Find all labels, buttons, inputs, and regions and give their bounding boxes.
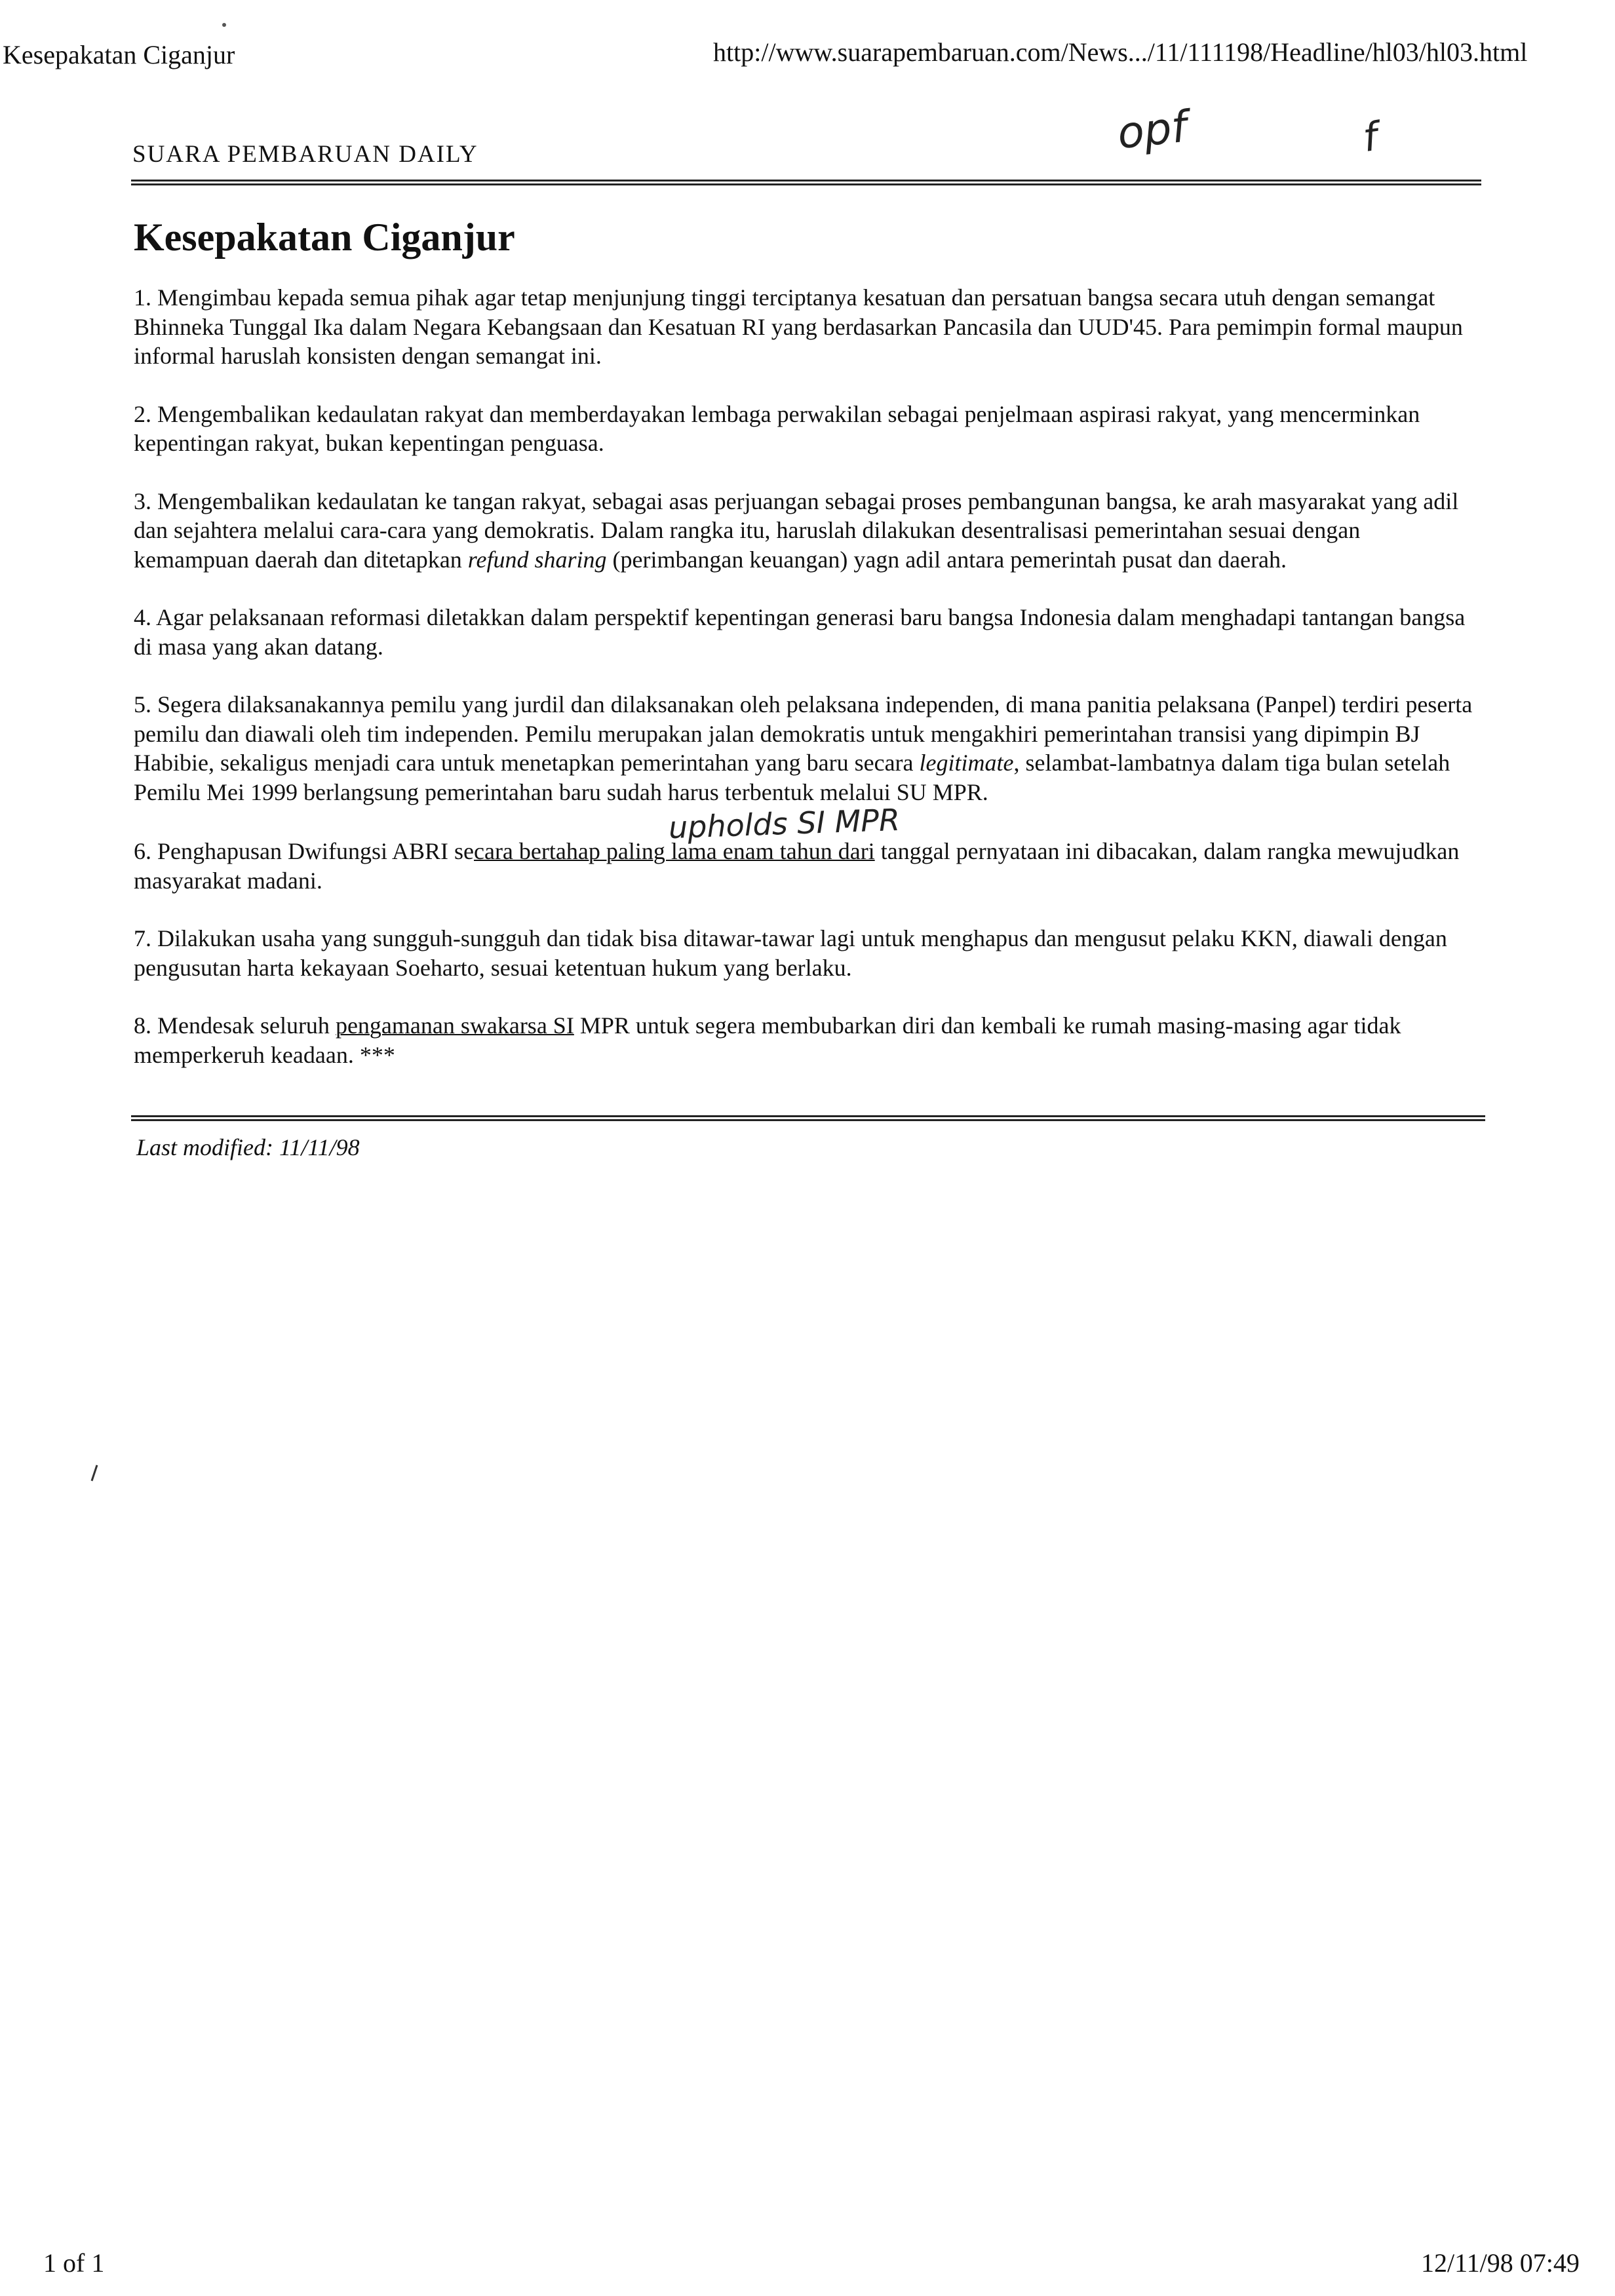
underlined-phrase: pengamanan swakarsa SI <box>335 1012 574 1039</box>
agreement-point-7: 7. Dilakukan usaha yang sungguh-sungguh dan tidak bisa ditawar-tawar lagi untuk menghapus dan mengusut pelaku KKN, diawali dengan pengusutan harta kekayaan Soeharto, sesuai ketentuan hukum yang berlaku. <box>134 925 1447 981</box>
last-modified: Last modified: 11/11/98 <box>136 1134 360 1160</box>
point-text: (perimbangan keuangan) yagn adil antara pemerintah pusat dan daerah. <box>606 546 1287 573</box>
agreement-point-5 <box>134 690 1477 807</box>
point-text: tanggal pernyataan ini dibacakan, dalam rangka mewujudkan masyarakat madani. <box>134 838 1460 894</box>
point-text: 3. Mengembalikan kedaulatan ke tangan rakyat, sebagai asas perjuangan sebagai proses pembangunan bangsa, ke arah masyarakat yang adil dan sejahtera melalui cara-cara yang demokratis. Dalam rangka itu, haruslah dilakukan desentralisasi pemerintahan sesuai dengan kemampuan daerah dan ditetapkan <box>134 488 1459 573</box>
agreement-point-1: 1. Mengimbau kepada semua pihak agar tetap menjunjung tinggi terciptanya kesatuan dan persatuan bangsa secara utuh dengan semangat Bhinneka Tunggal Ika dalam Negara Kebangsaan dan Kesatuan RI yang berdasarkan Pancasila dan UUD'45. Para pemimpin formal maupun informal haruslah konsisten dengan semangat ini. <box>134 284 1463 369</box>
underlined-phrase: cara bertahap paling lama enam tahun dari <box>473 838 875 864</box>
point-text: , selambat-lambatnya dalam tiga bulan setelah Pemilu Mei 1999 berlangsung pemerintahan baru sudah harus terbentuk melalui SU MPR. <box>134 750 1450 805</box>
article-title: Kesepakatan Ciganjur <box>134 216 515 259</box>
masthead-divider <box>131 180 1481 185</box>
article-body <box>134 283 1477 1098</box>
point-emphasis: legitimate <box>919 750 1014 776</box>
point-text: MPR untuk segera membubarkan diri dan kembali ke rumah masing-masing agar tidak memperkeruh keadaan. *** <box>134 1012 1401 1068</box>
point-emphasis: refund sharing <box>467 546 607 573</box>
handwritten-margin-note: upholds SI MPR <box>668 801 901 846</box>
agreement-point-4: 4. Agar pelaksanaan reformasi diletakkan dalam perspektif kepentingan generasi baru bangsa Indonesia dalam menghadapi tantangan bangsa di masa yang akan datang. <box>134 604 1466 660</box>
footer-divider <box>131 1115 1485 1121</box>
stray-pen-mark-icon <box>85 1461 105 1487</box>
browser-print-url: http://www.suarapembaruan.com/News.../11/111198/Headline/hl03/hl03.html <box>713 37 1528 67</box>
print-timestamp: 12/11/98 07:49 <box>1421 2248 1580 2278</box>
point-text: 6. Penghapusan Dwifungsi ABRI se <box>134 838 474 864</box>
browser-print-title: Kesepakatan Ciganjur <box>3 40 235 69</box>
agreement-point-2: 2. Mengembalikan kedaulatan rakyat dan memberdayakan lembaga perwakilan sebagai penjelmaan aspirasi rakyat, yang mencerminkan kepentingan rakyat, bukan kepentingan penguasa. <box>134 400 1420 456</box>
page-count: 1 of 1 <box>43 2248 105 2278</box>
point-text: 5. Segera dilaksanakannya pemilu yang jurdil dan dilaksanakan oleh pelaksana independen, di mana panitia pelaksana (Panpel) terdiri peserta pemilu dan diawali oleh tim independen. Pemilu merupakan jalan demokratis untuk mengakhiri pemerintahan transisi yang dipimpin BJ Habibie, sekaligus menjadi cara untuk menetapkan pemerintahan yang baru secara <box>134 691 1473 776</box>
agreement-point-6 <box>134 837 1477 895</box>
agreement-point-3 <box>134 487 1477 575</box>
point-text: 8. Mendesak seluruh <box>134 1012 336 1039</box>
handwritten-mark-scribble: f <box>1360 113 1380 162</box>
agreement-point-8 <box>134 1011 1477 1069</box>
masthead: SUARA PEMBARUAN DAILY <box>132 141 478 168</box>
handwritten-mark-initials: opf <box>1115 101 1190 159</box>
stray-dot-icon <box>218 18 231 31</box>
